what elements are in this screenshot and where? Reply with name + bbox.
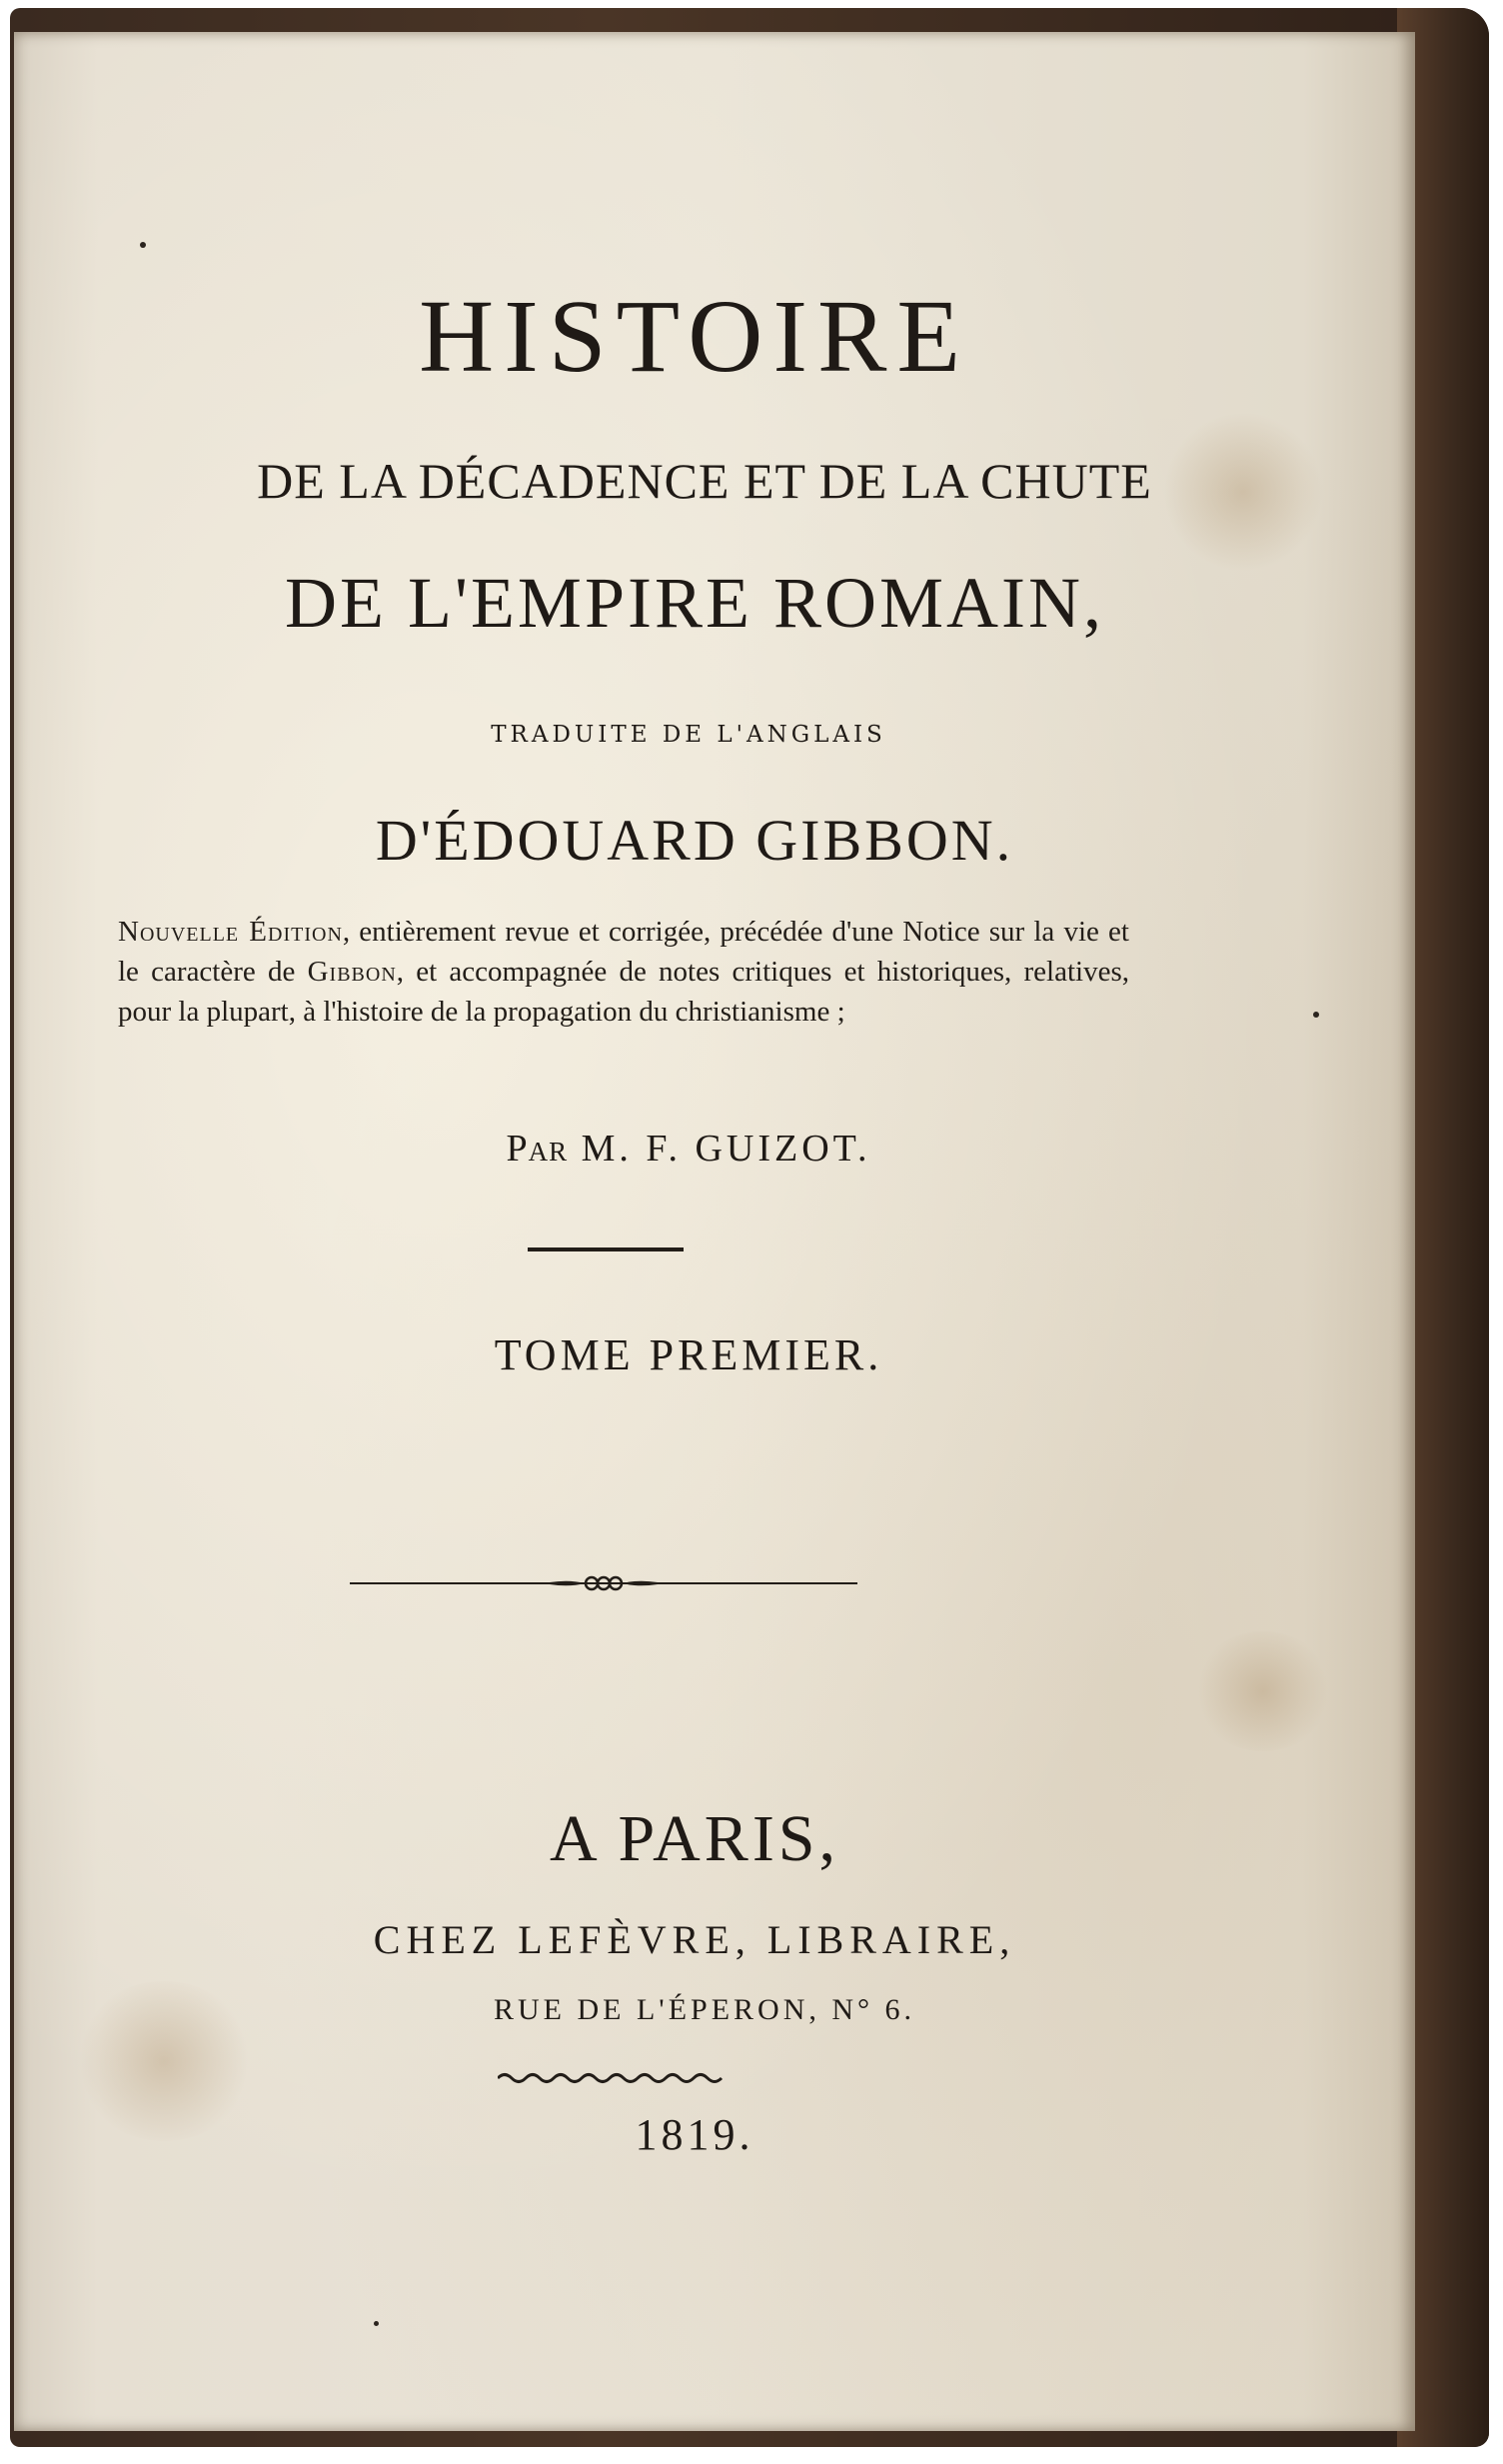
- book-subtitle-line1: DE LA DÉCADENCE ET DE LA CHUTE: [257, 453, 1152, 509]
- editor-prefix: Par: [506, 1128, 569, 1170]
- imprint-publisher: CHEZ LEFÈVRE, LIBRAIRE,: [373, 1917, 1016, 1962]
- volume-label: TOME PREMIER.: [494, 1330, 883, 1379]
- ink-speck: [374, 2321, 379, 2326]
- translation-note: TRADUITE DE L'ANGLAIS: [491, 722, 886, 748]
- notice-gibbon-name: Gibbon: [307, 956, 397, 988]
- author-name: D'ÉDOUARD GIBBON.: [375, 808, 1014, 873]
- ink-speck: [1313, 1012, 1319, 1018]
- imprint-city: A PARIS,: [549, 1802, 840, 1875]
- foxing-stain: [1193, 1631, 1333, 1751]
- notice-text-part1: , entièrement revue et corrigée, précédée d'une Notice sur la vie et le caractère de: [118, 916, 1129, 988]
- edition-label: Nouvelle Édition: [118, 916, 343, 948]
- imprint-address: RUE DE L'ÉPERON, N° 6.: [493, 1993, 916, 2026]
- editor-line: [0, 1127, 1389, 1171]
- ink-speck: [140, 242, 146, 248]
- imprint-year: 1819.: [635, 2110, 754, 2159]
- book-subtitle-line2: DE L'EMPIRE ROMAIN,: [285, 563, 1104, 643]
- editor-name: M. F. GUIZOT.: [581, 1128, 871, 1170]
- ornament-divider-icon: [350, 1571, 857, 1595]
- title-page: [14, 32, 1415, 2431]
- edition-notice: [118, 912, 1129, 1032]
- wavy-rule-icon: [498, 2071, 724, 2085]
- notice-text-part2: , et accompagnée de notes critiques et historiques, relatives, pour la plupart, à l'histoire de la propagation du christianisme ;: [118, 956, 1129, 1028]
- book-title: HISTOIRE: [419, 279, 970, 394]
- divider-rule: [528, 1247, 684, 1251]
